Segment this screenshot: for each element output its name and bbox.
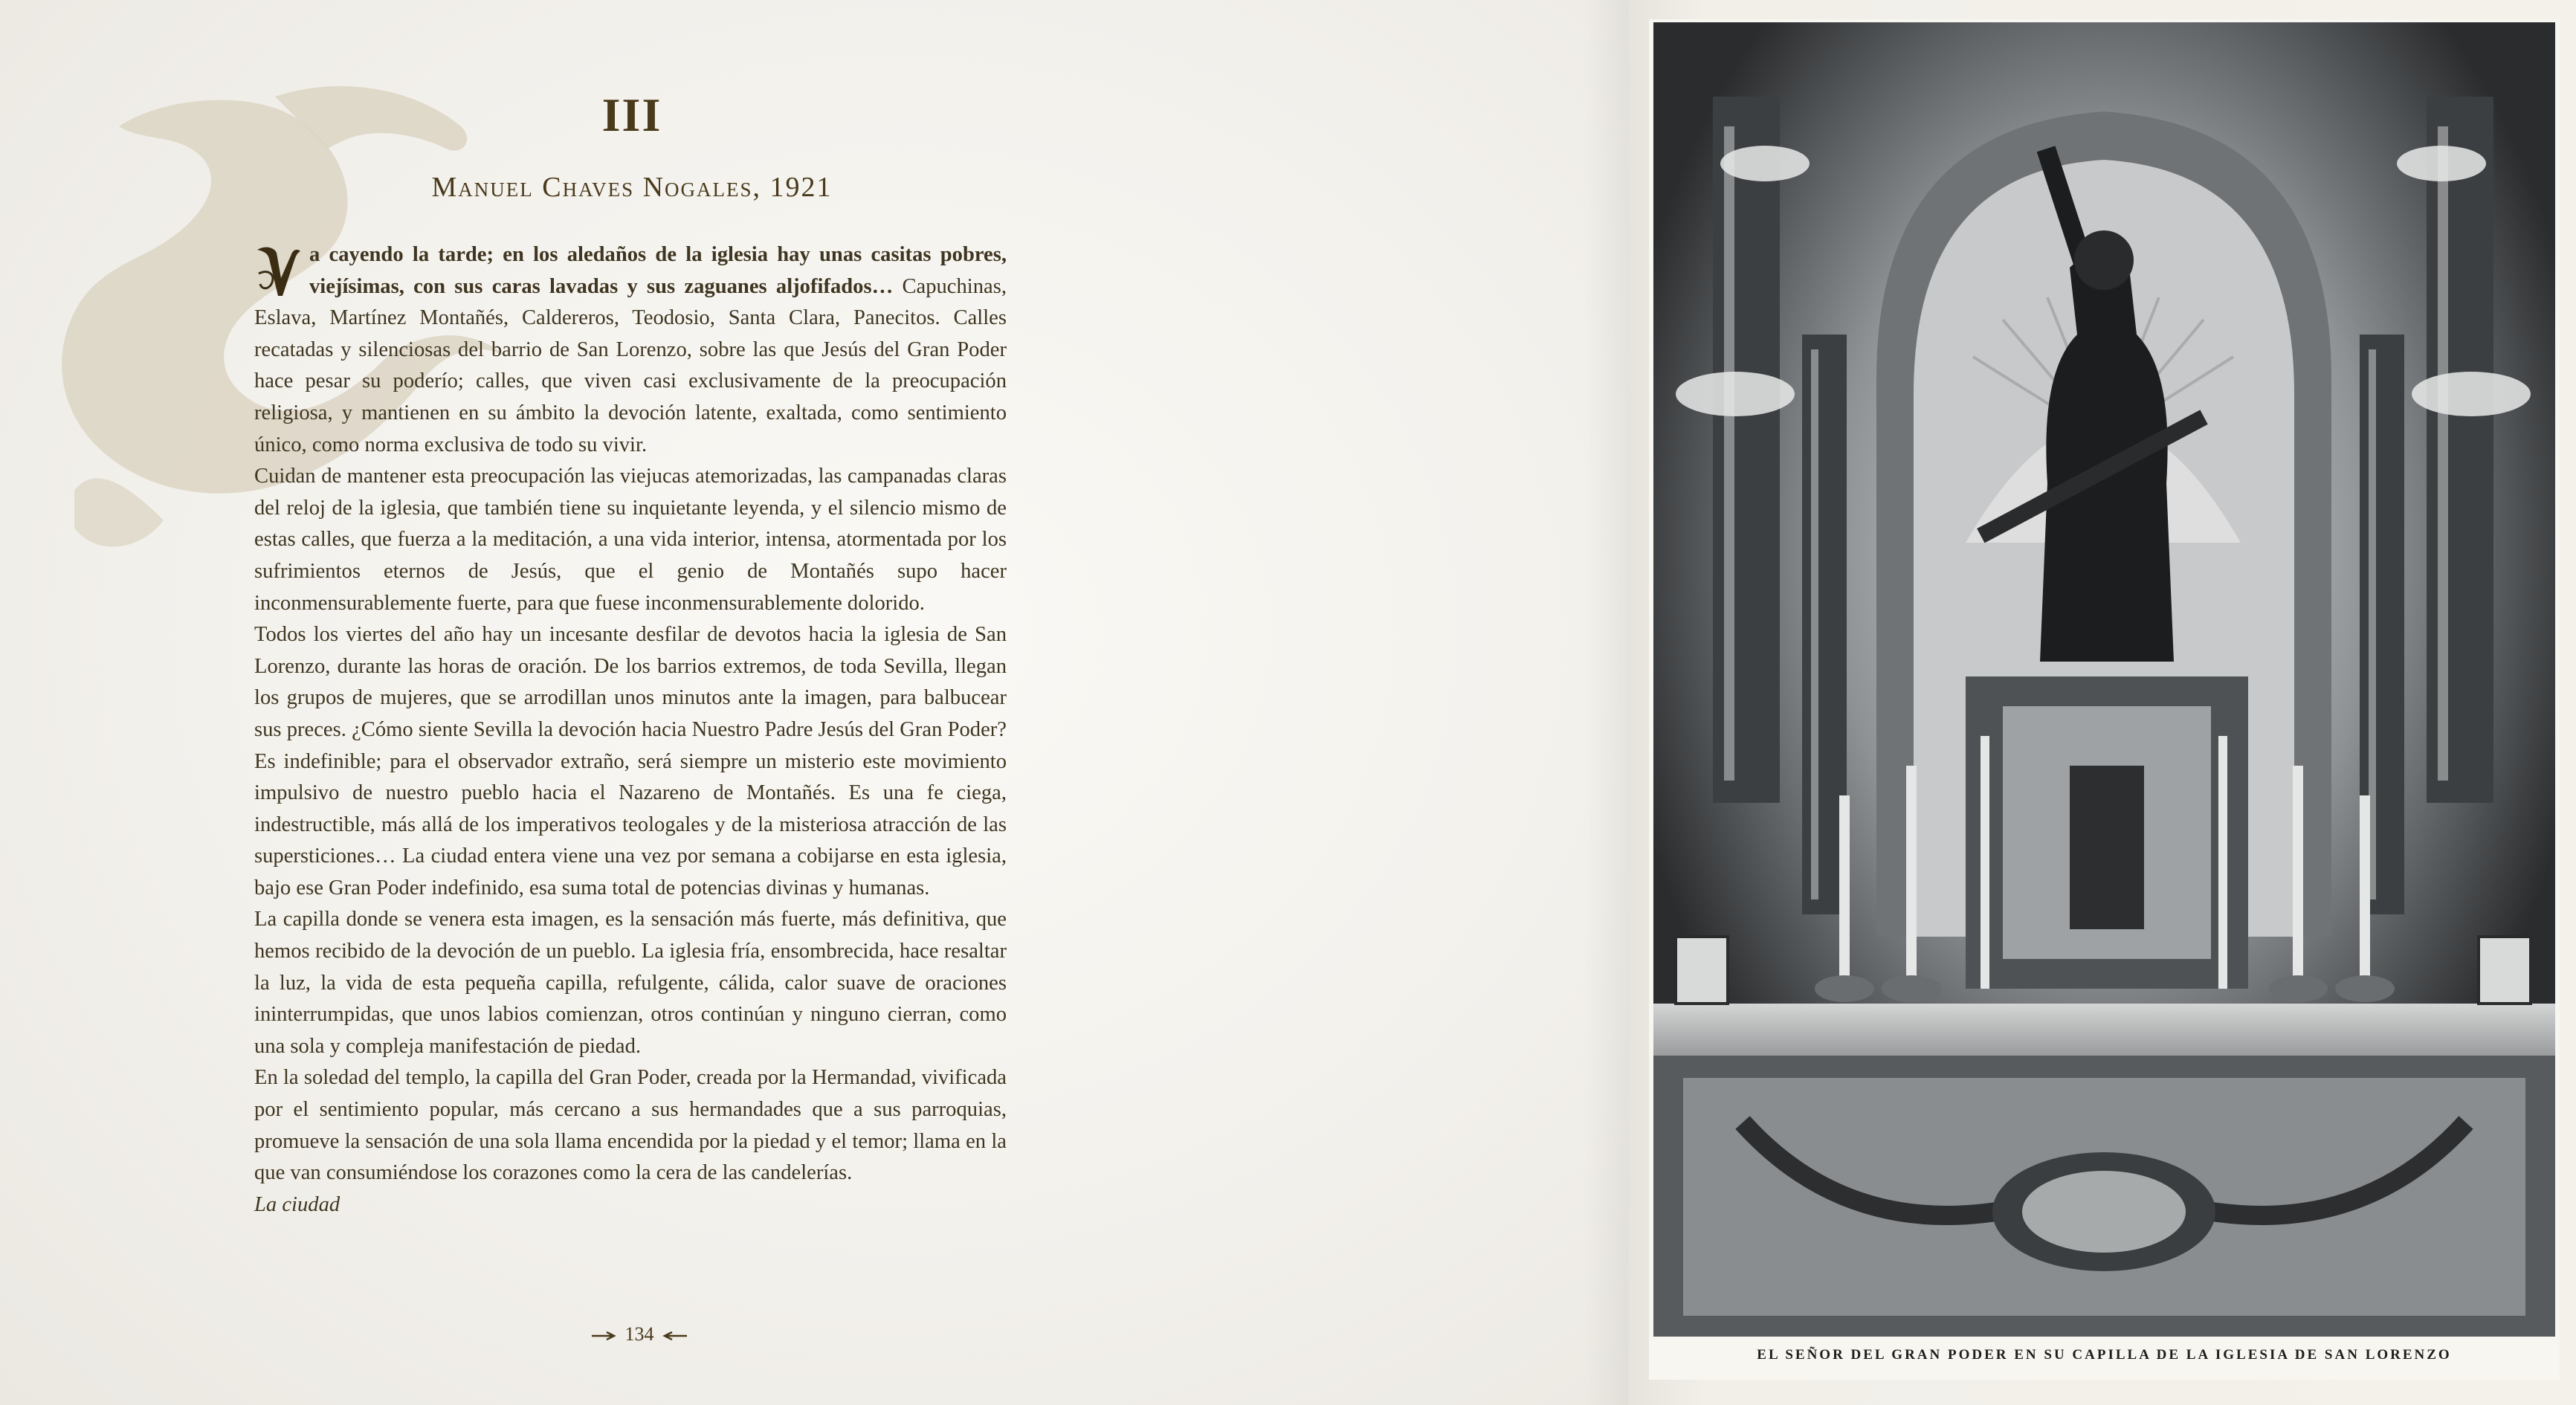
right-ornament-icon [659, 1331, 688, 1341]
chapter-number: III [601, 88, 662, 141]
paragraph-4: La capilla donde se venera esta imagen, es la sensación más fuerte, más definitiva, que hemos recibido de la devoción de un pueblo. La iglesia fría, ensombrecida, hace resaltar la luz, la vida de esta pequeña capilla, refulgente, cálida, calor suave de oraciones ininterrumpidas, que unos labios comienzan, otros continúan y ninguno cierran, como una sola y compleja manifestación de piedad. [254, 908, 1007, 1058]
author-line: Manuel Chaves Nogales, 1921 [431, 172, 833, 203]
dropcap-v [254, 244, 303, 300]
paragraph-2: Cuidan de mantener esta preocupación las viejucas atemorizadas, las campanadas claras del reloj de la iglesia, que también tiene su inquietante leyenda, y el silencio mismo de estas calles, que fuerza a la meditación, a una vida interior, intensa, atormentada por los sufrimientos eternos de Jesús, que el genio de Montañés supo hacer inconmensurablemente fuerte, para que fuese inconmensurablemente dolorido. [254, 465, 1007, 615]
paragraph-3: Todos los viertes del año hay un incesante desfilar de devotos hacia la iglesia de San Lorenzo, durante las horas de oración. De los barrios extremos, de toda Sevilla, llegan los grupos de mujeres, que se arrodillan unos minutos ante la imagen, para balbucear sus preces. ¿Cómo siente Sevilla la devoción hacia Nuestro Padre Jesús del Gran Poder? Es indefinible; para el observador extraño, será siempre un misterio este movimiento impulsivo de nuestro pueblo hacia el Nazareno de Montañés. Es una fe ciega, indestructible, más allá de los imperativos teologales y de la misteriosa atracción de las supersticiones… La ciudad entera viene una vez por semana a cobijarse en esta iglesia, bajo ese Gran Poder indefinido, esa suma total de potencias divinas y humanas. [254, 623, 1007, 899]
altar-photograph [1653, 22, 2555, 1337]
lead-text: a cayendo la tarde; en los aledaños de la iglesia hay unas casitas pobres, viejísimas, con sus caras lavadas y sus zaguanes aljofifados… [309, 243, 1007, 298]
left-ornament-icon [590, 1331, 620, 1341]
paragraph-1 [254, 239, 1007, 461]
article-body [254, 239, 1007, 1221]
paragraph-5: En la soledad del templo, la capilla del Gran Poder, creada por la Hermandad, vivificada por el sentimiento popular, más cercano a sus hermandades que a sus parroquias, promueve la sensación de una sola llama encendida por la piedad y el temor; llama en la que van consumiéndose los corazones como la cera de las candelerías. [254, 1066, 1007, 1185]
paragraph-1-text: Capuchinas, Eslava, Martínez Montañés, Caldereros, Teodosio, Santa Clara, Panecitos. Calles recatadas y silenciosas del barrio de San Lorenzo, sobre las que Jesús del Gran Poder hace pesar su poderío; calles, que viven casi exclusivamente de la preocupación religiosa, y mantienen en su ámbito la devoción latente, exaltada, como sentimiento único, como norma exclusiva de todo su vivir. [254, 274, 1007, 456]
page-number [565, 1323, 714, 1346]
page-number-text: 134 [624, 1323, 654, 1345]
photo-caption: EL SEÑOR DEL GRAN PODER EN SU CAPILLA DE LA IGLESIA DE SAN LORENZO [1757, 1347, 2452, 1363]
source-citation: La ciudad [254, 1192, 340, 1216]
